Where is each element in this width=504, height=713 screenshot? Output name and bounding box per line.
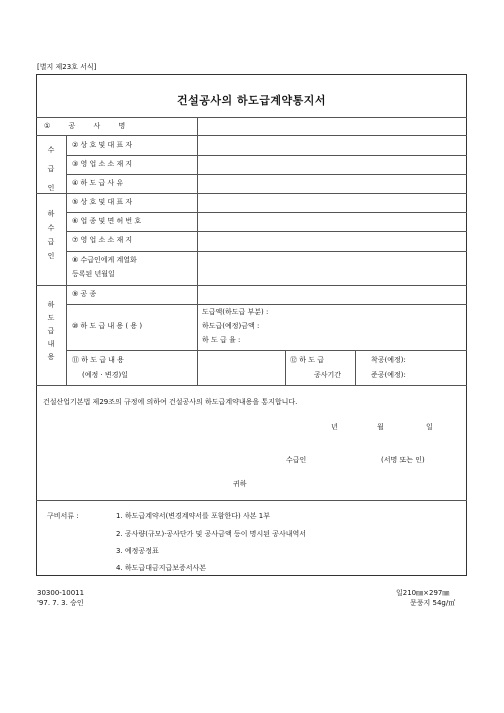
form-title: 건설공사의 하도급계약통지서 (177, 94, 326, 107)
divider (36, 385, 467, 386)
row-contractor-office-label: ③ 영 업 소 소 재 지 (72, 160, 133, 168)
signature-note: (서명 또는 인) (381, 456, 425, 464)
row-affiliation-date-label: 등록된 년월일 (72, 270, 115, 278)
divider (66, 174, 467, 175)
end-date-label: 준공(예정): (371, 371, 406, 379)
start-date-label: 착공(예정): (371, 356, 406, 364)
approval-date: '97. 7. 3. 승인 (37, 599, 84, 607)
row-period-sub: 공사기간 (314, 371, 342, 379)
divider (66, 155, 467, 156)
row-affiliation-label: ⑧ 수급인에게 계열화 (72, 256, 137, 264)
attachment-item: 2. 공사량(규모)·공사단가 및 공사금액 등이 명시된 공사내역서 (116, 530, 307, 538)
row-sub-office-label: ⑦ 영 업 소 소 재 지 (72, 236, 133, 244)
date-day: 일 (426, 423, 433, 431)
contract-amount-label: 도급액(하도급 부분) : (202, 308, 269, 316)
column-line (66, 135, 67, 385)
divider (36, 193, 467, 194)
subcontract-amount-label: 하도급(예정)금액 : (202, 322, 260, 330)
divider (36, 117, 467, 118)
row-period-label: ⑫ 하 도 급 (290, 356, 324, 364)
divider (66, 231, 467, 232)
row-subcontract-date-sub: (예정 · 변경)일 (82, 371, 128, 379)
group-label-contractor: 수급인 (47, 146, 55, 192)
row-project-name-label: ① 공 사 명 (44, 122, 134, 130)
signer-label: 수급인 (286, 456, 307, 464)
row-subcontract-date-label: ⑪ 하 도 급 내 용 (72, 356, 124, 364)
row-sub-name-label: ⑤ 상 호 및 대 표 자 (72, 198, 133, 206)
attachment-item: 4. 하도급대금지급보증서사본 (116, 564, 207, 572)
paper-size: 일210㎜×297㎜ (396, 589, 450, 597)
group-label-subcontract-content: 하도급내용 (47, 301, 55, 361)
divider (66, 304, 467, 305)
column-line (355, 350, 356, 385)
divider (66, 212, 467, 213)
divider (36, 500, 467, 501)
row-sub-license-label: ⑥ 업 종 및 면 허 번 호 (72, 217, 142, 225)
divider (66, 251, 467, 252)
divider (36, 285, 467, 286)
date-year: 년 (331, 423, 338, 431)
declaration-text: 건설산업기본법 제29조의 규정에 의하여 건설공사의 하도급계약내용을 통지합니다. (43, 398, 298, 406)
date-month: 월 (377, 423, 384, 431)
divider (36, 135, 467, 136)
row-contractor-name-label: ② 상 호 및 대 표 자 (72, 141, 133, 149)
subcontract-rate-label: 하 도 급 율 : (202, 336, 241, 344)
recipient-label: 귀하 (233, 480, 247, 488)
divider (66, 350, 467, 351)
paper-type: 문풍지 54g/㎡ (410, 599, 456, 607)
column-line (197, 117, 198, 385)
form-number-tag: [별지 제23호 서식] (37, 63, 97, 71)
group-label-subcontractor: 하수급인 (47, 210, 55, 260)
column-line (285, 350, 286, 385)
attachment-item: 1. 하도급계약서(변경계약서를 포함한다) 사본 1부 (116, 512, 270, 520)
attachments-label: 구비서류 : (47, 512, 79, 520)
row-subcontract-reason-label: ④ 하 도 급 사 유 (72, 179, 124, 187)
row-work-type-label: ⑨ 공 종 (72, 290, 97, 298)
form-code: 30300-10011 (37, 589, 85, 597)
row-subcontract-content-label: ⑩ 하 도 급 내 용 ( 용 ) (72, 322, 143, 330)
attachment-item: 3. 예정공정표 (116, 547, 159, 555)
